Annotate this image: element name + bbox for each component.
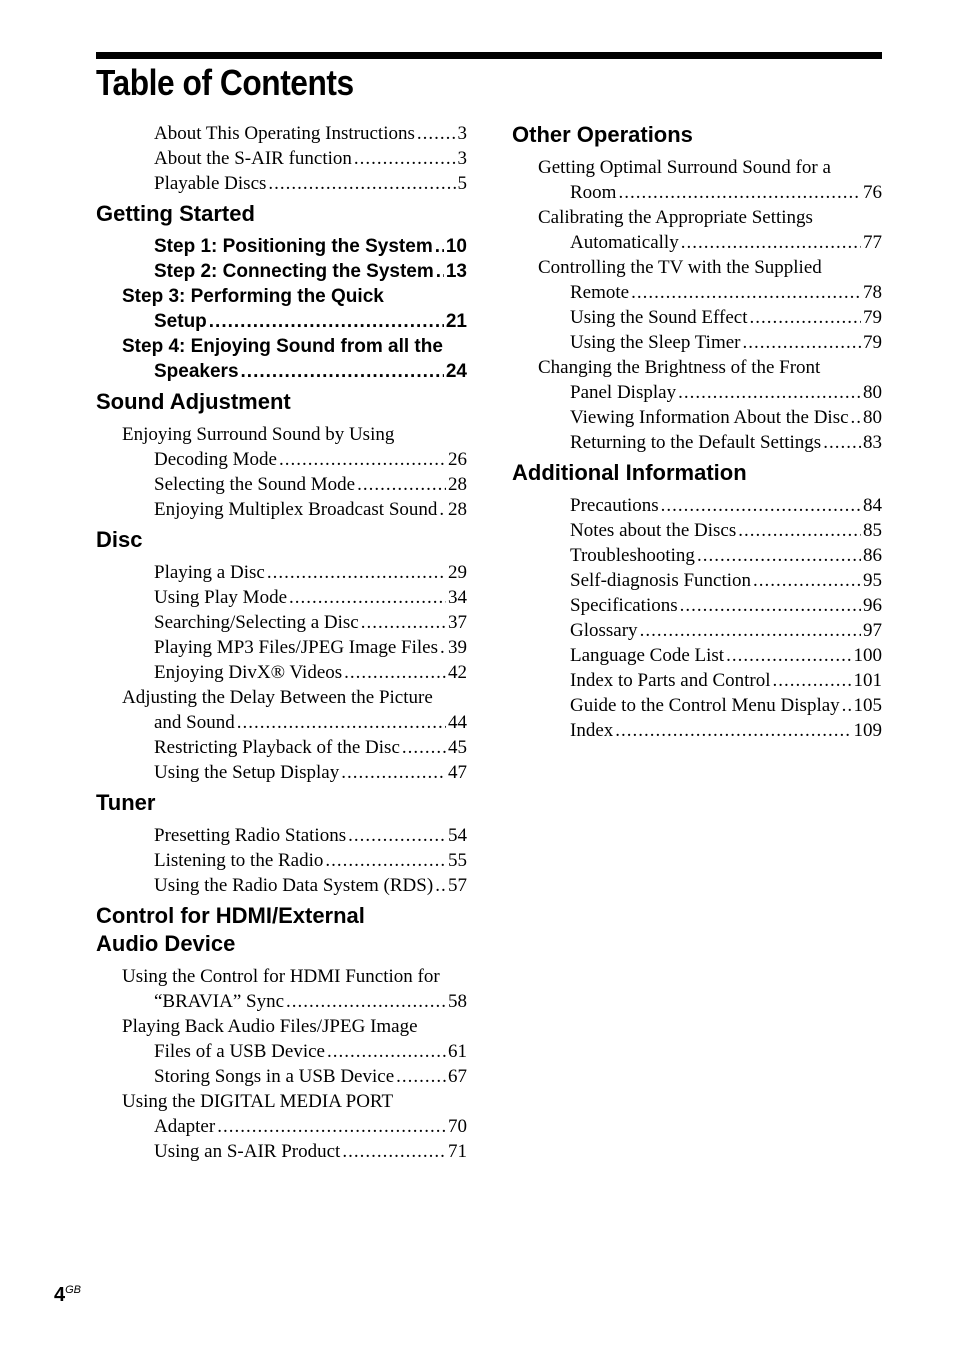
dot-leader <box>726 643 851 668</box>
page-number-value: 4 <box>54 1284 66 1306</box>
toc-entry-final-line <box>154 610 467 635</box>
section-heading-line: Tuner <box>96 790 156 815</box>
toc-entry-final-line <box>154 1114 467 1139</box>
dot-leader <box>348 823 446 848</box>
section-heading-line: Sound Adjustment <box>96 389 291 414</box>
toc-entry[interactable] <box>122 585 467 610</box>
toc-entry-page: 61 <box>448 1041 467 1062</box>
toc-entry-line: Enjoying Surround Sound by Using <box>122 424 395 445</box>
toc-entry-page: 96 <box>863 595 882 616</box>
section-heading <box>96 789 467 817</box>
toc-entry-final-line <box>154 359 467 384</box>
dot-leader <box>327 1039 446 1064</box>
toc-entry-final-line <box>154 1139 467 1164</box>
toc-entry-page: 57 <box>448 875 467 896</box>
toc-entry-line: Controlling the TV with the Supplied <box>538 257 822 278</box>
dot-leader <box>396 1064 446 1089</box>
toc-entry-final-line <box>570 643 882 668</box>
toc-entry-line: Getting Optimal Surround Sound for a <box>538 157 831 178</box>
toc-entry[interactable] <box>538 155 882 205</box>
dot-leader <box>661 493 861 518</box>
dot-leader <box>640 618 861 643</box>
toc-entry-page: 76 <box>863 182 882 203</box>
toc-entry[interactable] <box>122 735 467 760</box>
toc-entry-title: Using an S-AIR Product <box>154 1141 341 1162</box>
dot-leader <box>738 518 861 543</box>
toc-left-column <box>96 121 467 1166</box>
toc-entry-group <box>96 964 467 1164</box>
toc-entry-title: Listening to the Radio <box>154 850 324 871</box>
dot-leader <box>344 660 446 685</box>
toc-entry-final-line <box>154 735 467 760</box>
section-heading <box>512 459 882 487</box>
dot-leader <box>773 668 852 693</box>
dot-leader <box>681 230 861 255</box>
toc-entry-title: Playing a Disc <box>154 562 265 583</box>
toc-entry-title: Using the Sleep Timer <box>570 332 741 353</box>
toc-entry-page: 70 <box>448 1116 467 1137</box>
toc-entry-final-line <box>570 543 882 568</box>
dot-leader <box>209 309 444 334</box>
toc-entry-final-line <box>154 472 467 497</box>
dot-leader <box>678 380 861 405</box>
toc-entry-title: Using the Radio Data System (RDS) <box>154 875 434 896</box>
toc-entry-final-line <box>154 146 467 171</box>
toc-entry-title: Playable Discs <box>154 173 267 194</box>
toc-entry[interactable] <box>122 472 467 497</box>
section-heading <box>96 902 467 958</box>
toc-entry-page: 13 <box>445 261 467 282</box>
toc-entry-title: Using the Setup Display <box>154 762 340 783</box>
toc-entry-final-line <box>154 585 467 610</box>
section-heading-line: Disc <box>96 527 143 552</box>
toc-entry-final-line <box>154 497 467 522</box>
toc-entry-page: 79 <box>863 307 882 328</box>
dot-leader <box>742 330 861 355</box>
toc-entry[interactable] <box>538 493 882 518</box>
toc-entry-title: Automatically <box>570 232 679 253</box>
toc-entry-line: Step 4: Enjoying Sound from all the <box>122 336 443 357</box>
toc-entry-final-line <box>154 1064 467 1089</box>
toc-entry-page: 109 <box>853 720 882 741</box>
page-title: Table of Contents <box>96 62 354 103</box>
toc-entry-title: Step 2: Connecting the System <box>154 261 434 282</box>
toc-entry-title: Restricting Playback of the Disc <box>154 737 400 758</box>
toc-entry-title: “BRAVIA” Sync <box>154 991 285 1012</box>
toc-entry-final-line <box>154 873 467 898</box>
toc-entry-page: 100 <box>853 645 882 666</box>
toc-entry-title: Enjoying Multiplex Broadcast Sound <box>154 499 438 520</box>
toc-entry-title: Precautions <box>570 495 659 516</box>
toc-entry[interactable] <box>122 284 467 334</box>
toc-entry-final-line <box>154 1039 467 1064</box>
toc-entry-page: 55 <box>448 850 467 871</box>
dot-leader <box>361 610 446 635</box>
toc-entry[interactable] <box>538 518 882 543</box>
dot-leader <box>851 405 861 430</box>
dot-leader <box>823 430 861 455</box>
toc-entry-title: Returning to the Default Settings <box>570 432 822 453</box>
toc-entry-title: Using Play Mode <box>154 587 287 608</box>
toc-entry-page: 54 <box>448 825 467 846</box>
toc-entry[interactable] <box>538 568 882 593</box>
toc-entry-line: Adjusting the Delay Between the Picture <box>122 687 433 708</box>
toc-entry-title: Self-diagnosis Function <box>570 570 752 591</box>
top-rule <box>96 52 882 59</box>
section-heading-line: Getting Started <box>96 201 255 226</box>
toc-entry-final-line <box>570 380 882 405</box>
toc-entry-group <box>512 493 882 743</box>
toc-entry[interactable] <box>538 305 882 330</box>
toc-entry-final-line <box>570 568 882 593</box>
toc-entry[interactable] <box>538 355 882 405</box>
toc-entry-title: Files of a USB Device <box>154 1041 325 1062</box>
toc-entry-page: 85 <box>863 520 882 541</box>
dot-leader <box>750 305 862 330</box>
toc-entry[interactable] <box>122 1089 467 1139</box>
toc-entry-title: Using the Sound Effect <box>570 307 748 328</box>
toc-entry-title: Decoding Mode <box>154 449 277 470</box>
dot-leader <box>279 447 446 472</box>
dot-leader <box>435 234 444 259</box>
toc-entry[interactable] <box>538 618 882 643</box>
dot-leader <box>402 735 446 760</box>
toc-entry[interactable] <box>122 259 467 284</box>
toc-entry-title: About the S-AIR function <box>154 148 352 169</box>
toc-entry[interactable] <box>122 685 467 735</box>
toc-entry-page: 83 <box>863 432 882 453</box>
toc-entry[interactable] <box>538 543 882 568</box>
toc-entry-group <box>96 823 467 898</box>
section-heading <box>512 121 882 149</box>
page-number-suffix: GB <box>65 1284 82 1296</box>
toc-entry-line: Playing Back Audio Files/JPEG Image <box>122 1016 418 1037</box>
toc-entry-title: Panel Display <box>570 382 677 403</box>
toc-entry-final-line <box>154 848 467 873</box>
toc-entry-page: 95 <box>863 570 882 591</box>
toc-entry-title: Specifications <box>570 595 678 616</box>
toc-entry-group <box>96 234 467 384</box>
toc-entry-page: 37 <box>448 612 467 633</box>
toc-entry-title: Speakers <box>154 361 239 382</box>
toc-entry-line: Step 3: Performing the Quick <box>122 286 384 307</box>
toc-entry[interactable] <box>538 255 882 305</box>
toc-entry-page: 80 <box>863 407 882 428</box>
page-number <box>54 1284 81 1307</box>
toc-entry-line: Using the Control for HDMI Function for <box>122 966 440 987</box>
toc-entry-title: About This Operating Instructions <box>154 123 415 144</box>
toc-entry[interactable] <box>538 205 882 255</box>
dot-leader <box>342 1139 446 1164</box>
dot-leader <box>341 760 446 785</box>
toc-entry-page: 71 <box>448 1141 467 1162</box>
section-heading-line: Audio Device <box>96 931 236 956</box>
toc-entry[interactable] <box>538 668 882 693</box>
toc-entry-title: Step 1: Positioning the System <box>154 236 433 257</box>
dot-leader <box>753 568 861 593</box>
toc-entry[interactable] <box>538 330 882 355</box>
dot-leader <box>237 710 446 735</box>
toc-entry[interactable] <box>122 873 467 898</box>
toc-entry-final-line <box>154 234 467 259</box>
toc-right-column <box>512 121 882 745</box>
dot-leader <box>267 560 446 585</box>
toc-entry-page: 86 <box>863 545 882 566</box>
toc-entry-page: 84 <box>863 495 882 516</box>
toc-entry-final-line <box>154 560 467 585</box>
dot-leader <box>631 280 861 305</box>
toc-entry-final-line <box>154 660 467 685</box>
toc-entry-final-line <box>154 635 467 660</box>
toc-entry[interactable] <box>538 718 882 743</box>
dot-leader <box>680 593 861 618</box>
toc-entry-title: Notes about the Discs <box>570 520 737 541</box>
toc-entry-final-line <box>570 693 882 718</box>
dot-leader <box>217 1114 446 1139</box>
toc-entry-final-line <box>570 593 882 618</box>
toc-entry[interactable] <box>122 848 467 873</box>
toc-entry-page: 45 <box>448 737 467 758</box>
toc-entry[interactable] <box>122 1014 467 1064</box>
toc-entry-page: 42 <box>448 662 467 683</box>
toc-entry-page: 67 <box>448 1066 467 1087</box>
toc-entry-final-line <box>570 718 882 743</box>
toc-entry-title: Playing MP3 Files/JPEG Image Files <box>154 637 438 658</box>
toc-entry-page: 101 <box>853 670 882 691</box>
dot-leader <box>618 180 861 205</box>
toc-entry-page: 77 <box>863 232 882 253</box>
toc-entry-page: 78 <box>863 282 882 303</box>
section-heading <box>96 526 467 554</box>
toc-entry[interactable] <box>538 405 882 430</box>
toc-entry-page: 28 <box>448 474 467 495</box>
toc-entry-group <box>512 155 882 455</box>
toc-entry-final-line <box>154 259 467 284</box>
dot-leader <box>440 635 446 660</box>
toc-entry-title: Room <box>570 182 617 203</box>
toc-entry-final-line <box>570 430 882 455</box>
toc-entry[interactable] <box>122 660 467 685</box>
toc-entry-group <box>96 560 467 785</box>
toc-entry-page: 79 <box>863 332 882 353</box>
toc-entry-page: 24 <box>445 361 467 382</box>
toc-entry[interactable] <box>538 430 882 455</box>
toc-entry-final-line <box>154 171 467 196</box>
toc-entry-title: Index <box>570 720 614 741</box>
toc-entry-title: Glossary <box>570 620 638 641</box>
toc-entry-final-line <box>154 710 467 735</box>
toc-entry[interactable] <box>538 593 882 618</box>
toc-entry-line: Changing the Brightness of the Front <box>538 357 821 378</box>
dot-leader <box>417 121 456 146</box>
section-heading-line: Other Operations <box>512 122 693 147</box>
toc-entry[interactable] <box>122 422 467 472</box>
toc-entry-title: Guide to the Control Menu Display <box>570 695 840 716</box>
toc-entry-final-line <box>570 493 882 518</box>
toc-entry-page: 80 <box>863 382 882 403</box>
toc-entry-page: 26 <box>448 449 467 470</box>
toc-entry-page: 3 <box>457 148 467 169</box>
section-heading-line: Control for HDMI/External <box>96 903 365 928</box>
toc-entry-line: Using the DIGITAL MEDIA PORT <box>122 1091 394 1112</box>
toc-entry-final-line <box>154 309 467 334</box>
toc-entry-group <box>96 121 467 196</box>
dot-leader <box>435 873 446 898</box>
toc-entry-page: 44 <box>448 712 467 733</box>
dot-leader <box>354 146 456 171</box>
toc-entry-final-line <box>570 518 882 543</box>
toc-entry-page: 10 <box>445 236 467 257</box>
toc-entry-title: Language Code List <box>570 645 725 666</box>
toc-entry[interactable] <box>122 823 467 848</box>
toc-entry-final-line <box>570 668 882 693</box>
toc-entry[interactable] <box>122 497 467 522</box>
toc-entry[interactable] <box>122 234 467 259</box>
toc-entry-group <box>96 422 467 522</box>
dot-leader <box>286 989 446 1014</box>
dot-leader <box>436 259 444 284</box>
toc-entry-page: 3 <box>457 123 467 144</box>
section-heading-line: Additional Information <box>512 460 747 485</box>
toc-entry[interactable] <box>122 146 467 171</box>
toc-entry-page: 21 <box>445 311 467 332</box>
toc-entry-title: Selecting the Sound Mode <box>154 474 356 495</box>
toc-entry-title: Remote <box>570 282 630 303</box>
toc-entry-title: Index to Parts and Control <box>570 670 771 691</box>
section-heading <box>96 200 467 228</box>
dot-leader <box>615 718 851 743</box>
toc-entry[interactable] <box>122 560 467 585</box>
dot-leader <box>357 472 446 497</box>
toc-entry-final-line <box>154 760 467 785</box>
toc-entry-title: Adapter <box>154 1116 216 1137</box>
toc-entry-page: 5 <box>457 173 467 194</box>
toc-entry[interactable] <box>538 643 882 668</box>
section-heading <box>96 388 467 416</box>
dot-leader <box>325 848 446 873</box>
toc-entry-page: 29 <box>448 562 467 583</box>
toc-entry-title: Enjoying DivX® Videos <box>154 662 343 683</box>
toc-entry[interactable] <box>122 1139 467 1164</box>
toc-entry[interactable] <box>122 635 467 660</box>
toc-entry-title: Setup <box>154 311 207 332</box>
dot-leader <box>439 497 446 522</box>
toc-entry-title: and Sound <box>154 712 235 733</box>
toc-entry-page: 58 <box>448 991 467 1012</box>
toc-entry-line: Calibrating the Appropriate Settings <box>538 207 813 228</box>
dot-leader <box>268 171 455 196</box>
toc-entry-final-line <box>570 180 882 205</box>
toc-entry[interactable] <box>122 1064 467 1089</box>
toc-entry[interactable] <box>122 121 467 146</box>
toc-entry-final-line <box>570 405 882 430</box>
toc-entry-title: Storing Songs in a USB Device <box>154 1066 395 1087</box>
toc-entry-page: 34 <box>448 587 467 608</box>
toc-entry-final-line <box>154 823 467 848</box>
dot-leader <box>697 543 861 568</box>
toc-entry[interactable] <box>538 693 882 718</box>
toc-entry-final-line <box>570 305 882 330</box>
toc-entry[interactable] <box>122 334 467 384</box>
toc-entry[interactable] <box>122 610 467 635</box>
toc-entry-title: Troubleshooting <box>570 545 695 566</box>
toc-entry-final-line <box>570 330 882 355</box>
toc-entry[interactable] <box>122 171 467 196</box>
toc-entry-final-line <box>154 121 467 146</box>
toc-entry-title: Viewing Information About the Disc <box>570 407 849 428</box>
toc-entry-page: 47 <box>448 762 467 783</box>
toc-entry-final-line <box>154 447 467 472</box>
toc-entry-page: 28 <box>448 499 467 520</box>
dot-leader <box>241 359 444 384</box>
toc-entry-final-line <box>570 230 882 255</box>
toc-entry-page: 39 <box>448 637 467 658</box>
toc-entry-final-line <box>154 989 467 1014</box>
toc-entry-page: 97 <box>863 620 882 641</box>
toc-entry-final-line <box>570 280 882 305</box>
toc-entry[interactable] <box>122 760 467 785</box>
dot-leader <box>289 585 446 610</box>
toc-entry[interactable] <box>122 964 467 1014</box>
toc-entry-final-line <box>570 618 882 643</box>
toc-entry-page: 105 <box>853 695 882 716</box>
toc-entry-title: Searching/Selecting a Disc <box>154 612 359 633</box>
dot-leader <box>842 693 852 718</box>
toc-entry-title: Presetting Radio Stations <box>154 825 347 846</box>
